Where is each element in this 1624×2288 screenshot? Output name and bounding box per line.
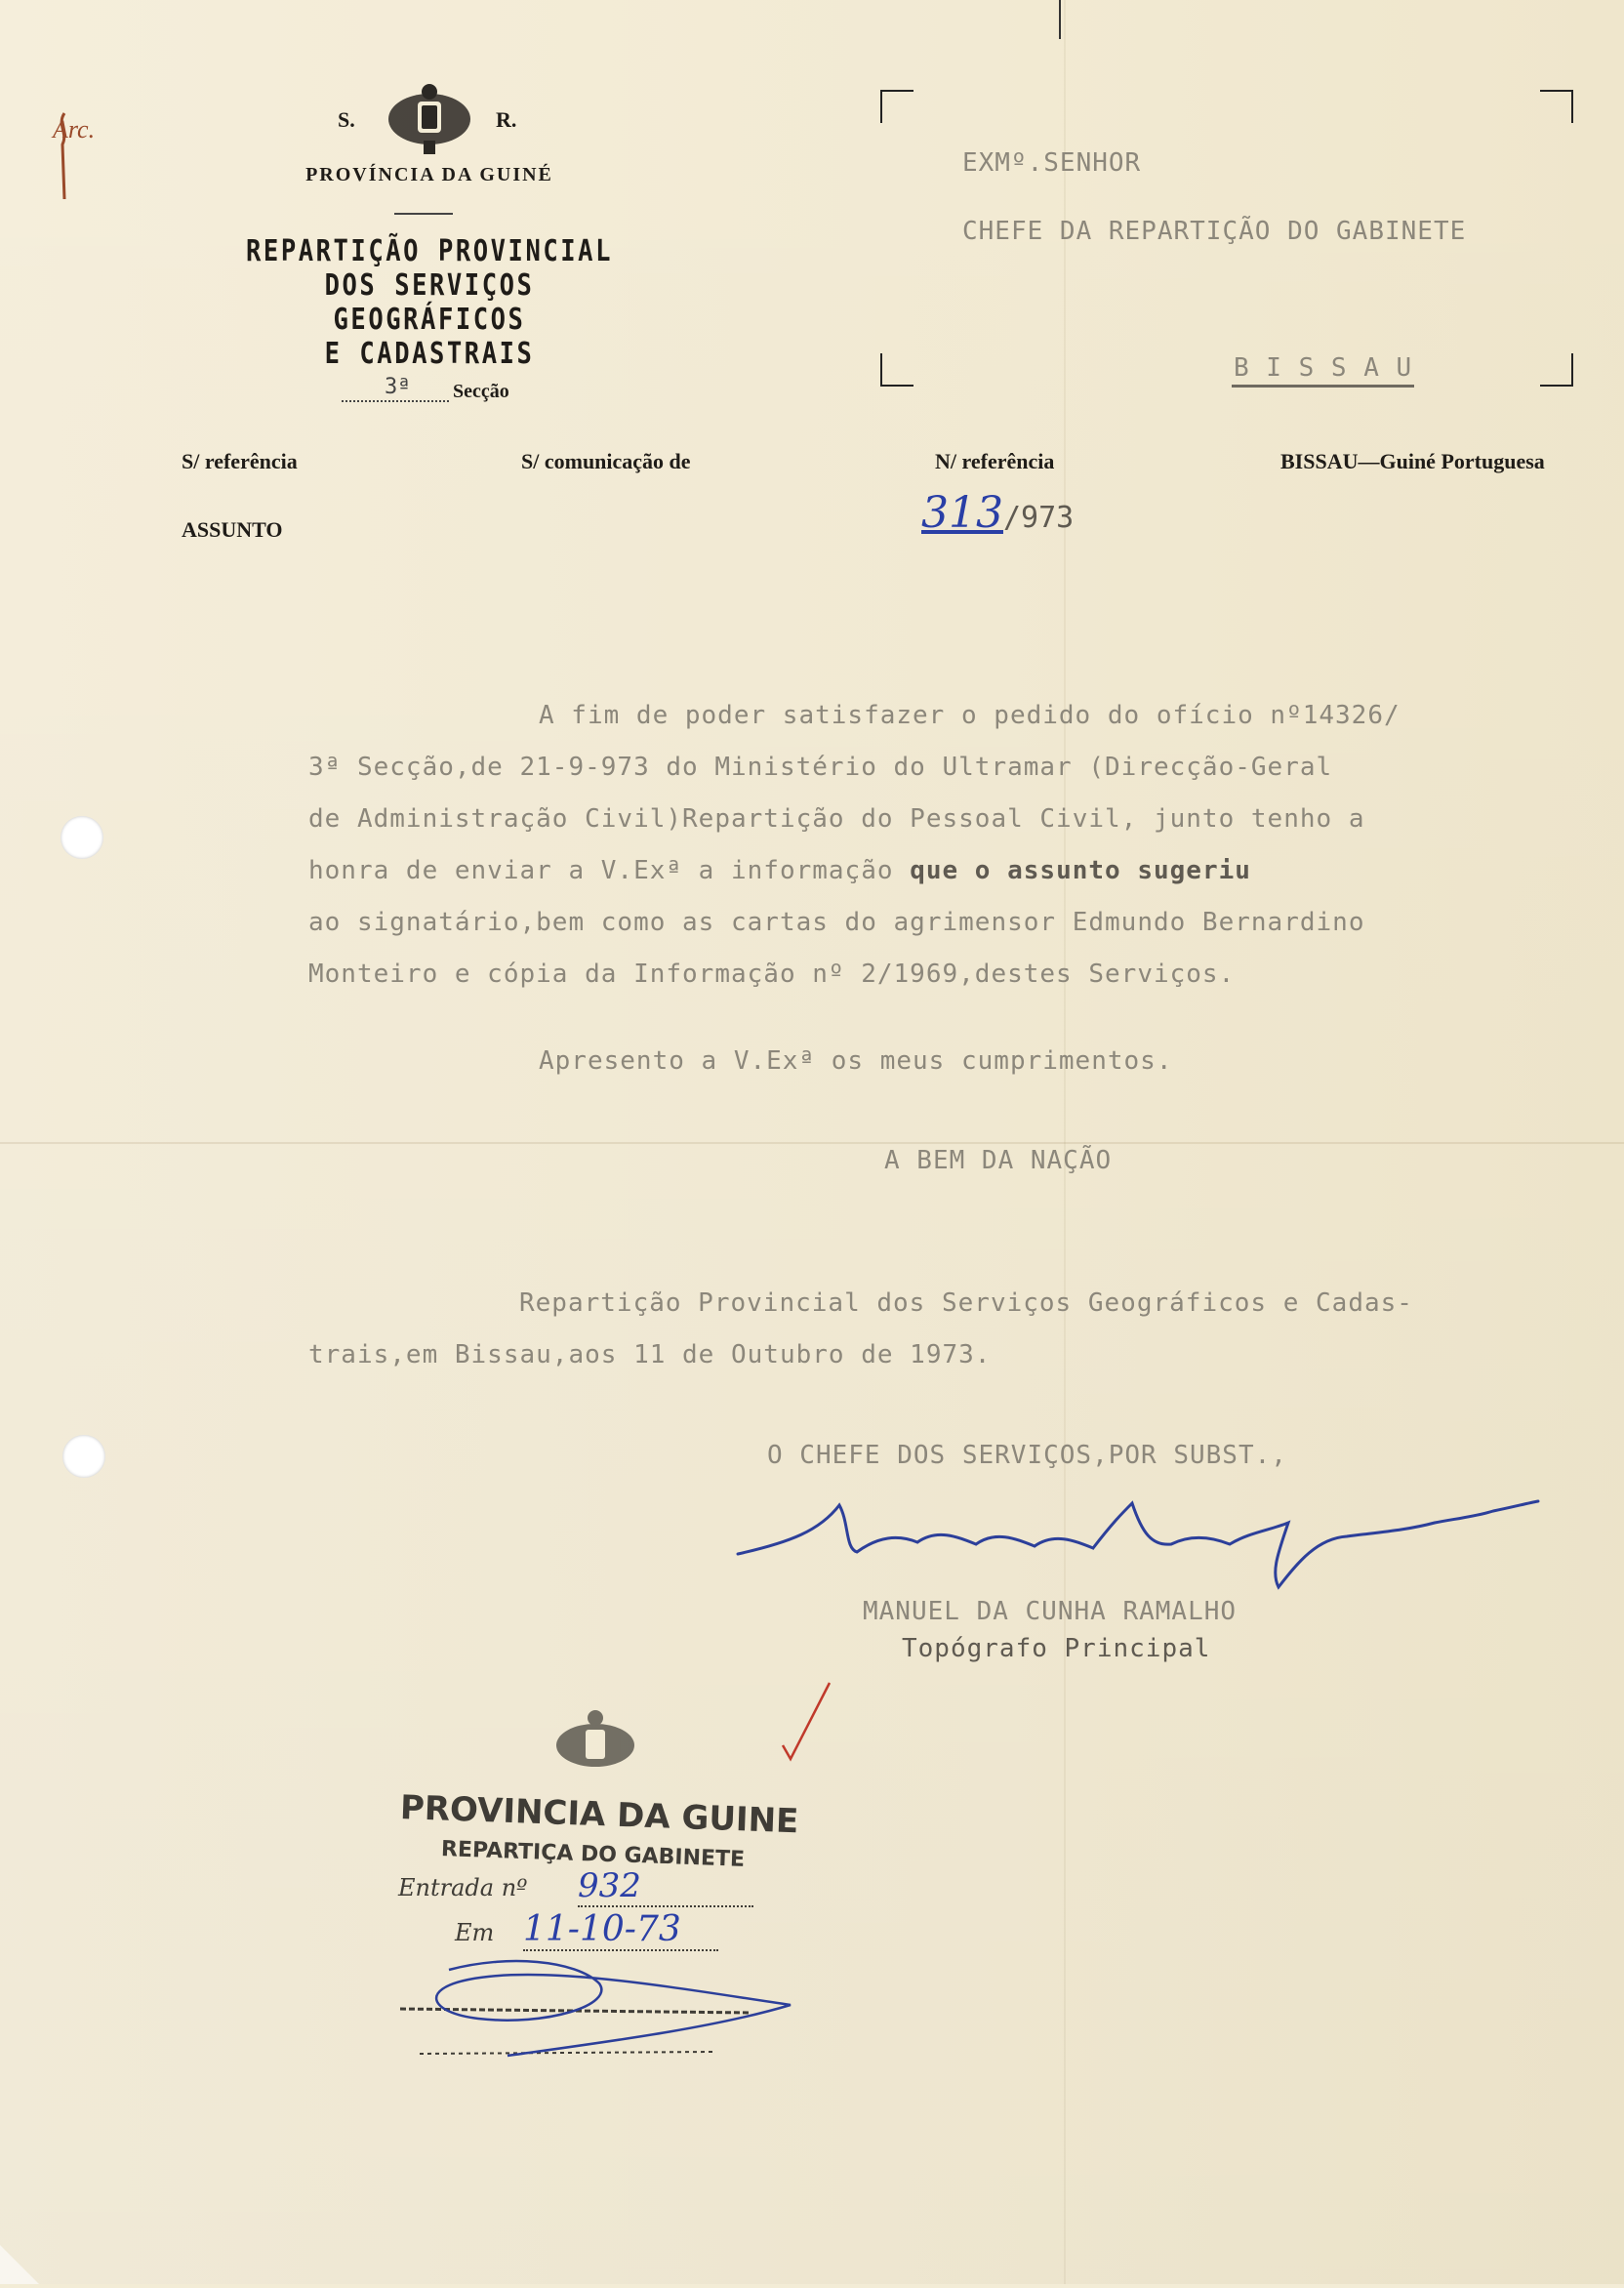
page-corner	[0, 2245, 39, 2284]
body-line-with-emphasis	[308, 856, 1251, 885]
addressee-city: B I S S A U	[1232, 353, 1414, 388]
header-rule	[394, 213, 453, 215]
motto: A BEM DA NAÇÃO	[884, 1146, 1113, 1175]
place-label: BISSAU—Guiné Portuguesa	[1280, 449, 1545, 473]
s-referencia-label: S/ referência	[182, 449, 298, 473]
margin-note	[47, 105, 164, 203]
closing-greeting: Apresento a V.Exª os meus cumprimentos.	[539, 1046, 1173, 1076]
coat-of-arms-icon	[381, 82, 478, 160]
letterhead-initial-r: R.	[496, 107, 517, 132]
body-line-emphasis: que o assunto sugeriu	[910, 856, 1251, 885]
signatory-name: MANUEL DA CUNHA RAMALHO	[863, 1597, 1238, 1626]
receipt-stamp	[390, 1706, 820, 2058]
address-corner-mark	[880, 353, 914, 387]
margin-note-text: Arc.	[53, 115, 96, 143]
section-dotted-line	[342, 400, 449, 402]
office-name-line2: DOS SERVIÇOS GEOGRÁFICOS	[324, 268, 535, 337]
reference-number	[921, 488, 1116, 547]
body-line: de Administração Civil)Repartição do Pessoal Civil, junto tenho a	[308, 804, 1365, 834]
body-line: 3ª Secção,de 21-9-973 do Ministério do Ultramar (Direcção-Geral	[308, 753, 1333, 782]
stamp-em-label: Em	[455, 1919, 495, 1946]
office-name-line1: REPARTIÇÃO PROVINCIAL	[246, 234, 613, 268]
body-line: A fim de poder satisfazer o pedido do ofício nº14326/	[539, 701, 1401, 730]
stamp-coat-of-arms-icon	[547, 1706, 644, 1784]
punch-hole	[61, 816, 103, 859]
body-line: Monteiro e cópia da Informação nº 2/1969,destes Serviços.	[308, 960, 1236, 989]
stamp-em-date: 11-10-73	[523, 1909, 718, 1951]
address-corner-mark	[1540, 353, 1573, 387]
body-line: ao signatário,bem como as cartas do agrimensor Edmundo Bernardino	[308, 908, 1365, 937]
place-date-line: trais,em Bissau,aos 11 de Outubro de 1973.	[308, 1340, 992, 1369]
signatory-role: Topógrafo Principal	[902, 1634, 1211, 1663]
stamp-province: PROVINCIA DA GUINE	[399, 1788, 799, 1842]
province-name: PROVÍNCIA DA GUINÉ	[305, 164, 553, 185]
stamp-initials-scribble	[390, 1950, 800, 2058]
n-referencia-label: N/ referência	[935, 449, 1055, 473]
stamp-office: REPARTIÇA DO GABINETE	[440, 1837, 746, 1872]
assunto-label: ASSUNTO	[182, 517, 283, 542]
signatory-title: O CHEFE DOS SERVIÇOS,POR SUBST.,	[767, 1441, 1287, 1470]
addressee-line2: CHEFE DA REPARTIÇÃO DO GABINETE	[962, 217, 1467, 246]
place-date-line: Repartição Provincial dos Serviços Geográficos e Cadas-	[519, 1288, 1413, 1318]
stamp-entrada-label: Entrada nº	[398, 1874, 528, 1901]
paper-fold-vertical	[1064, 0, 1066, 2284]
reference-number-handwritten: 313	[921, 488, 1003, 538]
address-corner-mark	[1540, 90, 1573, 123]
address-corner-mark	[880, 90, 914, 123]
body-line-part: honra de enviar a V.Exª a informação	[308, 856, 911, 885]
section-number: 3ª	[385, 375, 411, 399]
section-label: Secção	[453, 381, 509, 402]
reference-year: /973	[1002, 501, 1075, 535]
fold-mark	[1059, 0, 1061, 39]
s-comunicacao-label: S/ comunicação de	[521, 449, 691, 473]
stamp-entrada-number: 932	[578, 1866, 753, 1907]
letterhead-initial-s: S.	[338, 107, 355, 132]
section-field	[342, 375, 595, 404]
paper-fold	[0, 1142, 1624, 1144]
handwritten-signature	[732, 1484, 1542, 1591]
letterhead	[234, 82, 625, 414]
punch-hole	[62, 1435, 105, 1478]
office-name-line3: E CADASTRAIS	[324, 337, 535, 371]
addressee-line1: EXMº.SENHOR	[962, 148, 1142, 178]
